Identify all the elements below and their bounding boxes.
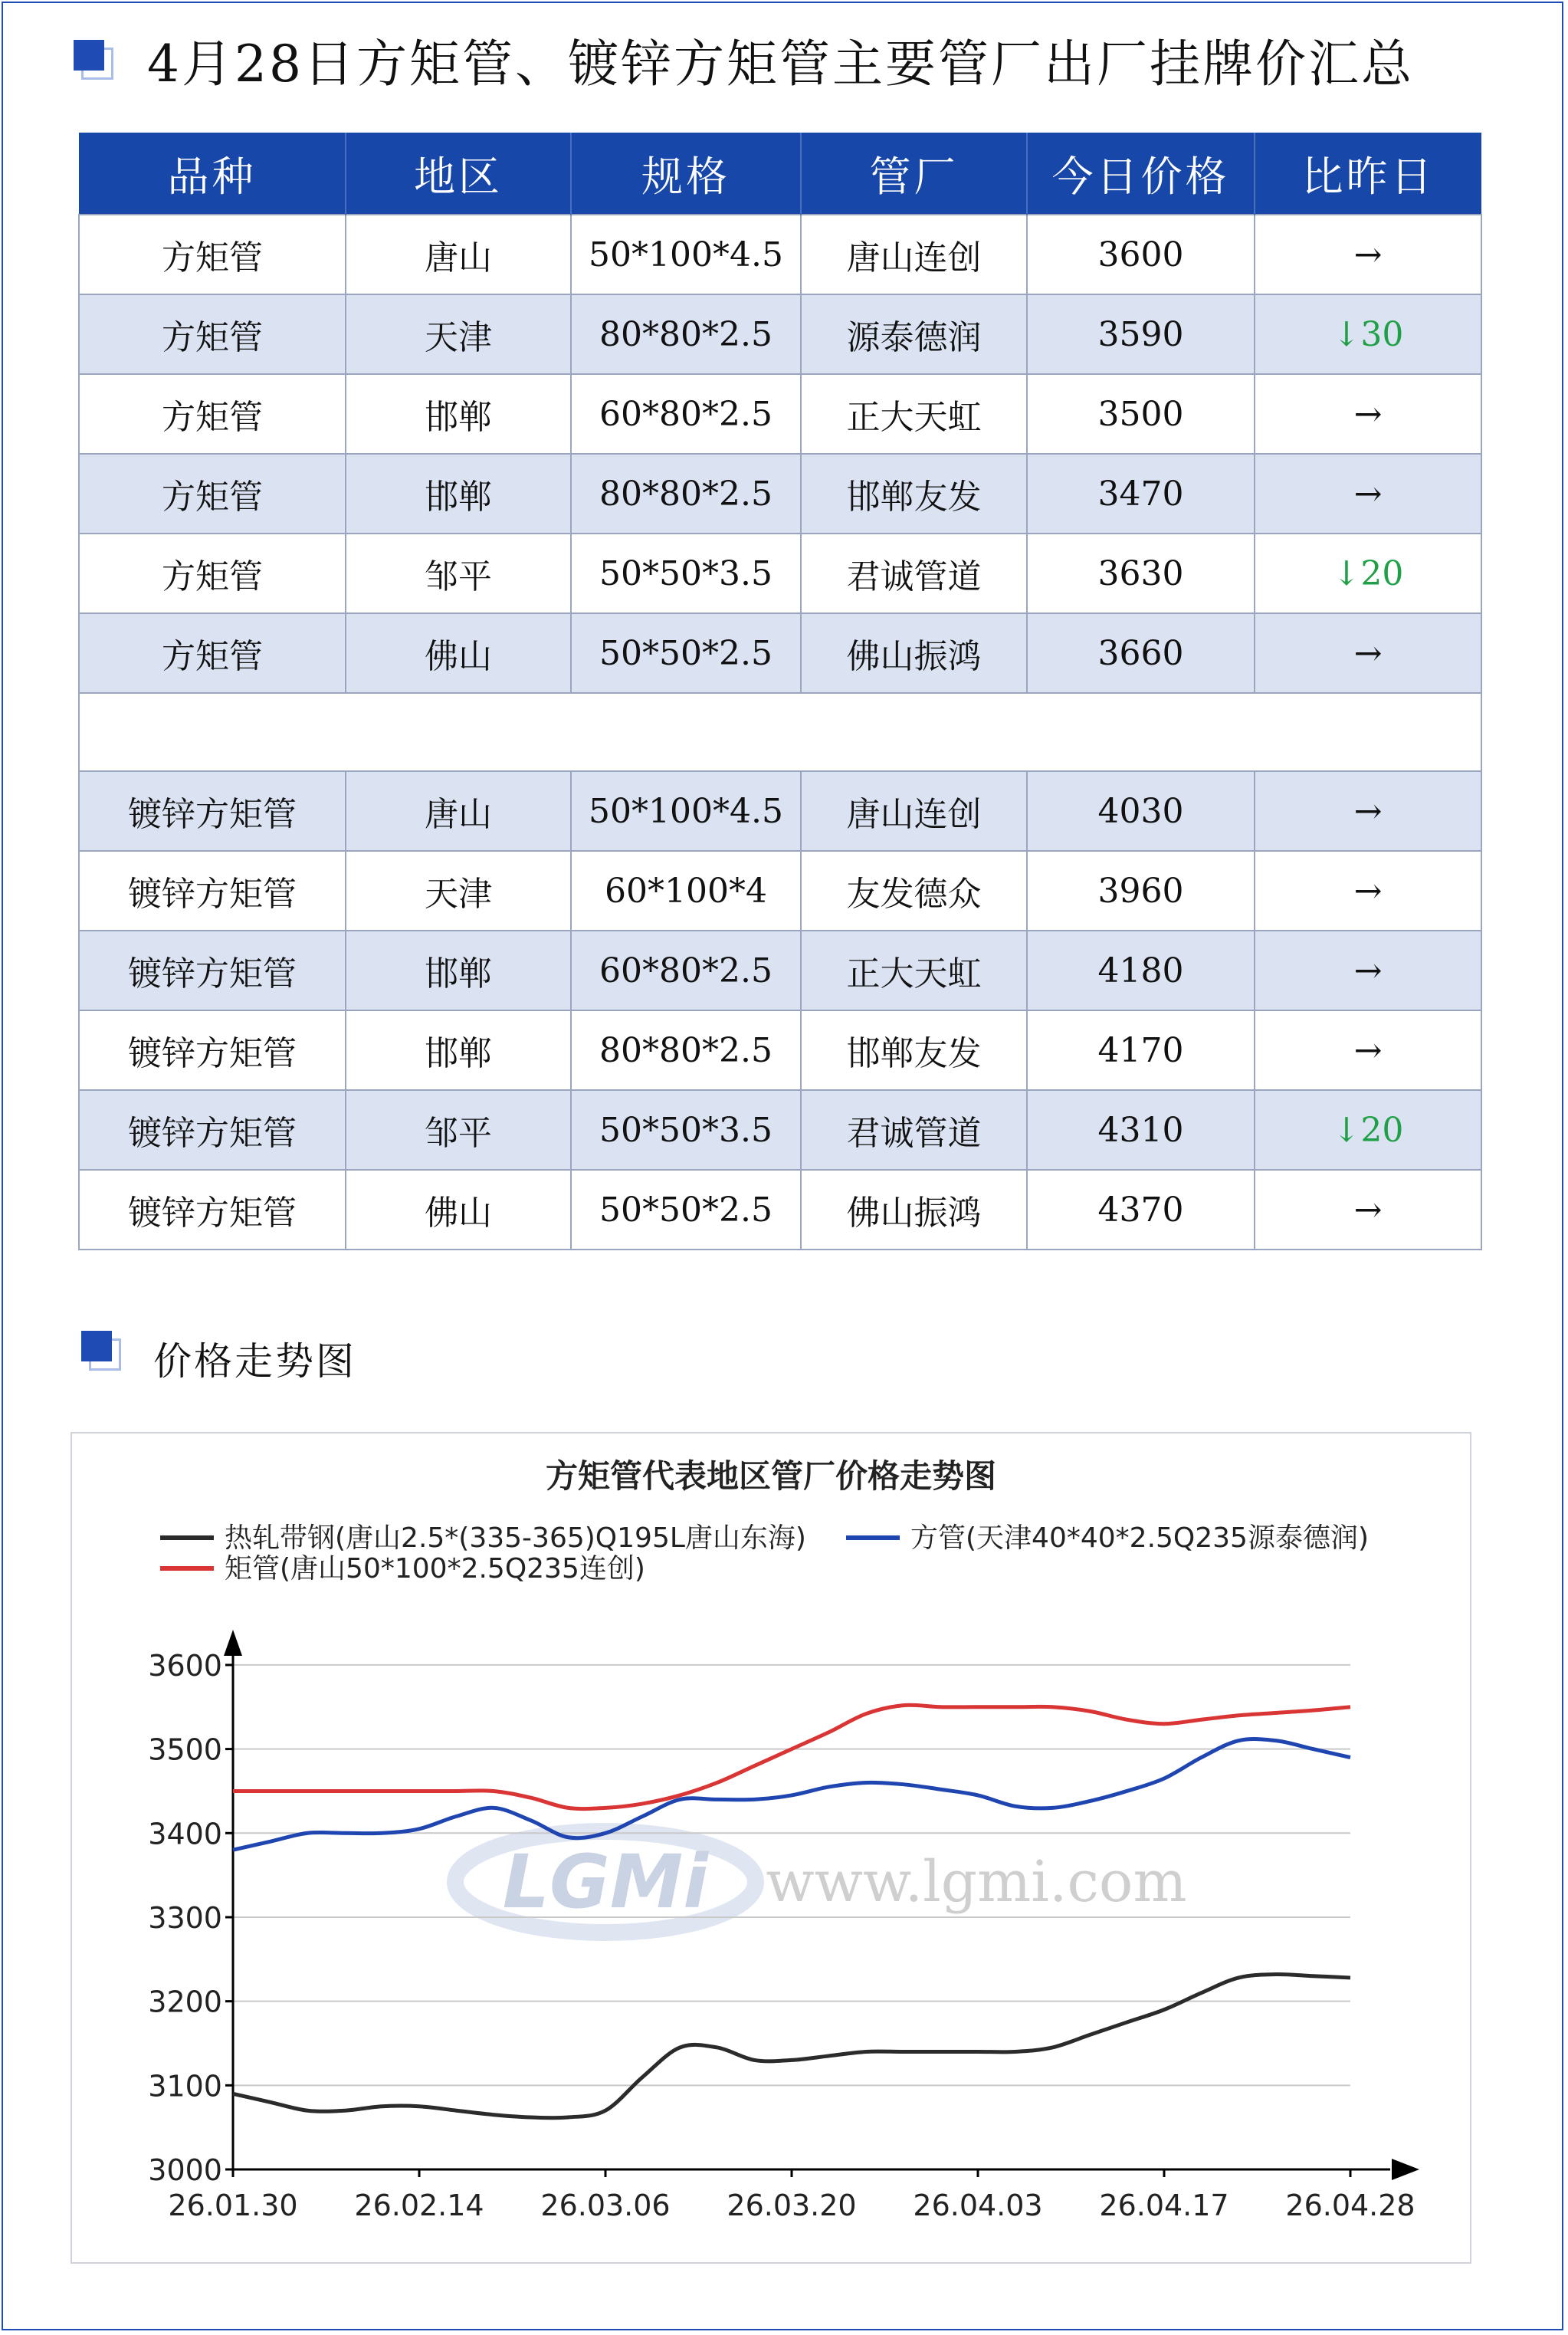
cell-mill: 君诚管道 — [801, 534, 1027, 613]
page-title: 4月28日方矩管、镀锌方矩管主要管厂出厂挂牌价汇总 — [147, 34, 1414, 94]
cell-region: 唐山 — [346, 771, 571, 851]
cell-change: ↓20 — [1255, 1090, 1481, 1170]
table-row — [79, 1090, 1481, 1170]
cell-spec: 80*80*2.5 — [571, 454, 801, 534]
cell-spec: 60*80*2.5 — [571, 931, 801, 1010]
x-tick-label: 26.04.03 — [913, 2189, 1043, 2222]
cell-mill: 邯郸友发 — [801, 454, 1027, 534]
watermark-logo: LGMi — [502, 1839, 709, 1925]
cell-region: 邹平 — [346, 1090, 571, 1170]
cell-region: 邯郸 — [346, 374, 571, 454]
spacer-cell — [79, 693, 1481, 771]
x-tick-label: 26.03.20 — [727, 2189, 857, 2222]
x-tick-label: 26.02.14 — [354, 2189, 484, 2222]
table-row — [79, 613, 1481, 693]
cell-change: ↓30 — [1255, 294, 1481, 374]
x-axis-arrow — [1392, 2159, 1419, 2180]
col-header-mill: 管厂 — [801, 133, 1027, 215]
section-square-icon — [81, 1331, 121, 1371]
cell-price: 3660 — [1027, 613, 1255, 693]
legend-label-1: 热轧带钢(唐山2.5*(335-365)Q195L唐山东海) — [225, 1522, 806, 1554]
trend-chart — [72, 1434, 1470, 2262]
col-header-variety: 品种 — [79, 133, 346, 215]
watermark-url: www.lgmi.com — [766, 1849, 1187, 1915]
cell-price: 4370 — [1027, 1170, 1255, 1250]
table-row — [79, 454, 1481, 534]
series-line-3 — [233, 1705, 1350, 1808]
series-line-1 — [233, 1975, 1350, 2118]
cell-region: 邯郸 — [346, 454, 571, 534]
table-row — [79, 215, 1481, 294]
cell-change: → — [1255, 1010, 1481, 1090]
cell-mill: 唐山连创 — [801, 771, 1027, 851]
title-square-icon — [74, 40, 113, 80]
cell-region: 天津 — [346, 851, 571, 931]
cell-change: ↓20 — [1255, 534, 1481, 613]
cell-change: → — [1255, 771, 1481, 851]
cell-spec: 60*80*2.5 — [571, 374, 801, 454]
table-row — [79, 931, 1481, 1010]
cell-variety: 方矩管 — [79, 534, 346, 613]
cell-mill: 正大天虹 — [801, 931, 1027, 1010]
cell-spec: 60*100*4 — [571, 851, 801, 931]
cell-spec: 50*50*2.5 — [571, 613, 801, 693]
cell-region: 邯郸 — [346, 931, 571, 1010]
cell-price: 4310 — [1027, 1090, 1255, 1170]
y-tick-label: 3400 — [148, 1817, 222, 1851]
y-tick-label: 3000 — [148, 2153, 222, 2187]
table-row — [79, 374, 1481, 454]
table-row — [79, 771, 1481, 851]
cell-mill: 邯郸友发 — [801, 1010, 1027, 1090]
cell-spec: 50*50*3.5 — [571, 1090, 801, 1170]
cell-mill: 正大天虹 — [801, 374, 1027, 454]
cell-change: → — [1255, 613, 1481, 693]
cell-spec: 80*80*2.5 — [571, 294, 801, 374]
cell-price: 3960 — [1027, 851, 1255, 931]
x-tick-label: 26.04.28 — [1285, 2189, 1415, 2222]
cell-variety: 镀锌方矩管 — [79, 931, 346, 1010]
cell-variety: 方矩管 — [79, 454, 346, 534]
col-header-price: 今日价格 — [1027, 133, 1255, 215]
table-row — [79, 1170, 1481, 1250]
cell-price: 3470 — [1027, 454, 1255, 534]
cell-variety: 方矩管 — [79, 613, 346, 693]
cell-variety: 方矩管 — [79, 215, 346, 294]
cell-price: 4030 — [1027, 771, 1255, 851]
cell-spec: 80*80*2.5 — [571, 1010, 801, 1090]
cell-price: 3600 — [1027, 215, 1255, 294]
cell-change: → — [1255, 215, 1481, 294]
cell-mill: 佛山振鸿 — [801, 613, 1027, 693]
cell-variety: 方矩管 — [79, 374, 346, 454]
cell-spec: 50*50*2.5 — [571, 1170, 801, 1250]
cell-variety: 镀锌方矩管 — [79, 1010, 346, 1090]
cell-variety: 镀锌方矩管 — [79, 1090, 346, 1170]
table-row — [79, 851, 1481, 931]
cell-price: 3590 — [1027, 294, 1255, 374]
cell-region: 天津 — [346, 294, 571, 374]
cell-price: 4170 — [1027, 1010, 1255, 1090]
cell-region: 佛山 — [346, 1170, 571, 1250]
section-title-trend: 价格走势图 — [153, 1339, 356, 1384]
cell-variety: 镀锌方矩管 — [79, 1170, 346, 1250]
cell-mill: 唐山连创 — [801, 215, 1027, 294]
col-header-region: 地区 — [346, 133, 571, 215]
cell-mill: 友发德众 — [801, 851, 1027, 931]
cell-region: 邯郸 — [346, 1010, 571, 1090]
legend-label-3: 矩管(唐山50*100*2.5Q235连创) — [225, 1553, 645, 1585]
cell-region: 邹平 — [346, 534, 571, 613]
cell-region: 唐山 — [346, 215, 571, 294]
y-tick-label: 3600 — [148, 1648, 222, 1683]
table-row — [79, 534, 1481, 613]
cell-price: 3500 — [1027, 374, 1255, 454]
cell-change: → — [1255, 374, 1481, 454]
cell-mill: 源泰德润 — [801, 294, 1027, 374]
x-tick-label: 26.04.17 — [1099, 2189, 1229, 2222]
cell-change: → — [1255, 931, 1481, 1010]
price-table — [78, 133, 1482, 1250]
cell-spec: 50*100*4.5 — [571, 771, 801, 851]
cell-mill: 君诚管道 — [801, 1090, 1027, 1170]
table-header-row — [79, 133, 1481, 215]
trend-chart-panel — [71, 1432, 1471, 2264]
cell-variety: 镀锌方矩管 — [79, 771, 346, 851]
cell-variety: 方矩管 — [79, 294, 346, 374]
cell-change: → — [1255, 454, 1481, 534]
cell-mill: 佛山振鸿 — [801, 1170, 1027, 1250]
table-row — [79, 294, 1481, 374]
y-axis-arrow — [224, 1630, 242, 1656]
x-tick-label: 26.03.06 — [540, 2189, 671, 2222]
cell-spec: 50*50*3.5 — [571, 534, 801, 613]
x-tick-label: 26.01.30 — [168, 2189, 298, 2222]
cell-change: → — [1255, 851, 1481, 931]
legend-label-2: 方管(天津40*40*2.5Q235源泰德润) — [910, 1522, 1370, 1554]
y-tick-label: 3500 — [148, 1732, 222, 1767]
table-row — [79, 1010, 1481, 1090]
y-tick-label: 3300 — [148, 1900, 222, 1935]
cell-region: 佛山 — [346, 613, 571, 693]
col-header-spec: 规格 — [571, 133, 801, 215]
cell-variety: 镀锌方矩管 — [79, 851, 346, 931]
cell-change: → — [1255, 1170, 1481, 1250]
y-tick-label: 3200 — [148, 1985, 222, 2019]
cell-price: 4180 — [1027, 931, 1255, 1010]
chart-title: 方矩管代表地区管厂价格走势图 — [545, 1457, 997, 1495]
cell-price: 3630 — [1027, 534, 1255, 613]
cell-spec: 50*100*4.5 — [571, 215, 801, 294]
col-header-change: 比昨日 — [1255, 133, 1481, 215]
y-tick-label: 3100 — [148, 2069, 222, 2103]
table-spacer-row — [79, 693, 1481, 771]
